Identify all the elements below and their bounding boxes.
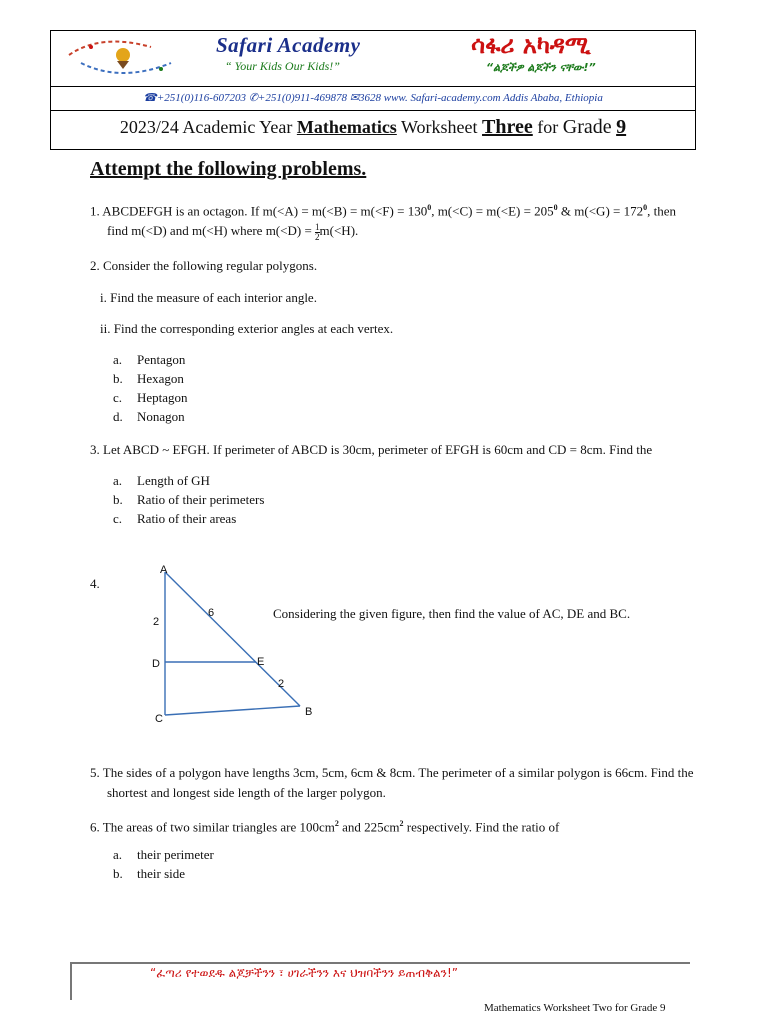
list-item [113,407,188,427]
q1-text-b: , m(<C) = m(<E) = 205 [431,203,554,219]
question-4-number: 4. [90,576,100,591]
q1-sup2: 0 [553,203,558,212]
question-6 [90,814,559,837]
triangle-figure [150,560,320,730]
list-item [113,845,214,865]
brand-name-en [216,33,360,58]
title-for: for [537,117,559,137]
q1-text-a: 1. ABCDEFGH is an octagon. If m(<A) = m(<B) = m(<F) = 130 [90,203,428,219]
footer-motto: “ፈጣሪ የተወደዱ ልጆቻችንን ፣ ሀገራችንን እና ህዝባችንን ይጠብቅልን!” [150,966,458,980]
item-label: b. [113,371,123,386]
q1-text-e: find m(<D) and m(<H) where m(<D) = [107,223,316,239]
item-label: d. [113,409,123,424]
list-item [113,509,264,529]
brand-word-1: Safari [216,33,273,57]
q2-list [113,350,188,427]
question-3: 3. Let ABCD ~ EFGH. If perimeter of ABCD is 30cm, perimeter of EFGH is 60cm and CD = 8cm. Find the [90,442,653,457]
q3-list [113,471,264,529]
item-label: a. [113,352,123,367]
q2-part-ii: ii. Find the corresponding exterior angles at each vertex. [100,321,394,336]
vertex-e-label: E [257,656,265,668]
list-item [113,369,188,389]
q6-sup1: 2 [334,819,339,828]
list-item [113,864,214,884]
question-5 [90,763,750,803]
q6-sup2: 2 [399,819,404,828]
q1-text-f: m(<H). [319,223,359,239]
header-box [50,30,696,150]
item-label: b. [113,866,123,881]
item-text: Nonagon [137,409,185,424]
q6-text-b: and 225cm [338,819,400,835]
tagline-en: “ Your Kids Our Kids!” [225,59,340,73]
q1-text-c: & m(<G) = 172 [557,203,644,219]
vertex-a-label: A [160,564,168,576]
list-item [113,490,264,510]
q6-text-c: respectively. Find the ratio of [403,819,560,835]
header-logo-row [51,31,695,87]
title-year: 2023/24 Academic Year [119,117,293,137]
frac-num: 1 [315,221,320,232]
item-text: Pentagon [137,352,186,367]
question-1 [90,198,750,242]
q1-text-d: , then [647,203,676,219]
list-item [113,388,188,408]
safari-logo-icon [61,33,191,81]
q6-list [113,845,214,884]
item-label: b. [113,492,123,507]
item-text: Ratio of their areas [137,511,237,526]
q2-part-i: i. Find the measure of each interior angle. [100,290,317,305]
item-label: a. [113,847,123,862]
item-text: their side [137,866,186,881]
length-ad-label: 2 [153,616,160,628]
brand-word-2: Academy [277,33,361,57]
length-ae-label: 6 [208,607,215,619]
list-item [113,471,264,491]
frac-den: 2 [315,231,320,242]
footer-divider [70,962,690,964]
brand-name-am: ሳፋሪ አካዳሚ [471,31,591,59]
item-text: Hexagon [137,371,184,386]
vertex-c-label: C [155,713,163,725]
length-eb-label: 2 [278,678,285,690]
title-subject: Mathematics [296,117,397,137]
q1-sup3: 0 [643,203,648,212]
item-label: c. [113,511,123,526]
question-4-text: Considering the given figure, then find the value of AC, DE and BC. [273,606,631,621]
item-label: c. [113,390,123,405]
tagline-am: “ልጆችዎ ልጆችን ናቸው!” [486,61,596,74]
title-grade: Grade [562,116,612,138]
item-label: a. [113,473,123,488]
footer-page-label: Mathematics Worksheet Two for Grade 9 [484,1002,666,1014]
list-item [113,350,188,370]
q6-text-a: 6. The areas of two similar triangles are 100cm [90,819,335,835]
item-text: their perimeter [137,847,214,862]
side-cb [165,706,300,715]
q1-line2 [90,221,750,242]
title-grade-num: 9 [616,116,627,138]
contact-info: ☎+251(0)116-607203 ✆+251(0)911-469878 ✉3628 www. Safari-academy.com Addis Ababa, Ethiopia [143,92,603,104]
q5-line2: shortest and longest side length of the larger polygon. [107,785,386,800]
instructions-heading: Attempt the following problems. [90,158,367,180]
vertex-d-label: D [152,658,160,670]
q5-line1: 5. The sides of a polygon have lengths 3cm, 5cm, 6cm & 8cm. The perimeter of a similar polygon is 66cm. Find the [90,765,694,780]
vertex-b-label: B [305,706,313,718]
item-text: Length of GH [137,473,210,488]
q1-line1 [90,198,750,221]
worksheet-title [51,116,695,139]
q1-sup1: 0 [427,203,432,212]
title-number: Three [482,116,533,138]
question-2: 2. Consider the following regular polygons. [90,258,318,273]
footer-vertical-divider [70,962,72,1000]
title-worksheet: Worksheet [401,117,478,137]
item-text: Heptagon [137,390,188,405]
item-text: Ratio of their perimeters [137,492,265,507]
